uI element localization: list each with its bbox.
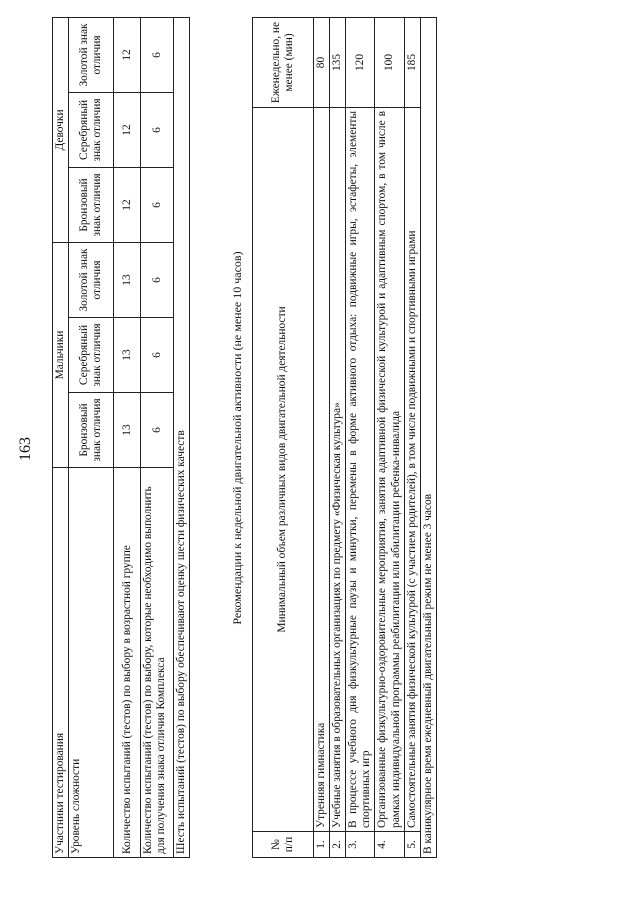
badge-bronze-girls: Бронзовый знак отличия <box>69 167 114 242</box>
row-number: 4. <box>375 832 404 858</box>
badge-bronze-boys: Бронзовый знак отличия <box>69 393 114 468</box>
girls-header: Девочки <box>53 17 69 242</box>
badge-silver-boys: Серебряный знак отличия <box>69 318 114 393</box>
table-row <box>253 18 314 858</box>
weekly-activity-table <box>252 17 437 858</box>
cell-value: 6 <box>141 393 174 468</box>
row-number: 3. <box>346 832 375 858</box>
recommendations-title: Рекомендации к недельной двигательной активности (не менее 10 часов) <box>230 251 244 625</box>
table-row <box>53 17 69 857</box>
cell-value: 6 <box>141 242 174 317</box>
column-header-number: № п/п <box>253 832 314 858</box>
boys-header: Мальчики <box>53 242 69 467</box>
cell-value: 12 <box>114 167 141 242</box>
row-number: 2. <box>330 832 346 858</box>
table-row <box>346 18 375 858</box>
minutes-value: 80 <box>314 18 330 108</box>
cell-value: 13 <box>114 318 141 393</box>
activity-text: Утренняя гимнастика <box>314 108 330 832</box>
cell-value: 6 <box>141 167 174 242</box>
cell-value: 6 <box>141 92 174 167</box>
participants-header: Участники тестирования <box>53 468 69 858</box>
table-row <box>69 17 114 857</box>
table-row <box>314 18 330 858</box>
table-row <box>330 18 346 858</box>
table-row <box>114 17 141 857</box>
minutes-value: 185 <box>404 18 420 108</box>
badge-gold-girls: Золотой знак отличия <box>69 17 114 92</box>
row-label: Количество испытаний (тестов) по выбору, которые необходимо выполнить для получения знака отличия Комплекса <box>141 468 174 858</box>
row-label: Количество испытаний (тестов) по выбору в возрастной группе <box>114 468 141 858</box>
minutes-value: 100 <box>375 18 404 108</box>
cell-value: 13 <box>114 242 141 317</box>
activity-text: Учебные занятия в образовательных организациях по предмету «Физическая культура» <box>330 108 346 832</box>
difficulty-header: Уровень сложности <box>69 468 114 858</box>
column-header-activity: Минимальный объем различных видов двигательной деятельности <box>253 108 314 832</box>
activity-text: Самостоятельные занятия физической культурой (с участием родителей), в том числе подвижными и спортивными играми <box>404 108 420 832</box>
row-number: 1. <box>314 832 330 858</box>
column-header-minutes: Еженедельно, не менее (мин) <box>253 18 314 108</box>
table-row <box>420 18 436 858</box>
table-row <box>174 17 190 857</box>
minutes-value: 135 <box>330 18 346 108</box>
badge-requirements-table <box>52 17 190 858</box>
minutes-value: 120 <box>346 18 375 108</box>
cell-value: 12 <box>114 17 141 92</box>
table-row <box>375 18 404 858</box>
cell-value: 13 <box>114 393 141 468</box>
cell-value: 6 <box>141 17 174 92</box>
page-number: 163 <box>17 437 34 461</box>
table-footer: В каникулярное время ежедневный двигательный режим не менее 3 часов <box>420 18 436 858</box>
table-row <box>141 17 174 857</box>
table-footer: Шесть испытаний (тестов) по выбору обеспечивают оценку шести физических качеств <box>174 17 190 857</box>
activity-text: В процессе учебного дня физкультурные паузы и минутки, перемены в форме активного отдыха: подвижные игры, эстафеты, элементы спортивных игр <box>346 108 375 832</box>
activity-text: Организованные физкультурно-оздоровительные мероприятия, занятия адаптивной физической культурой и адаптивным спортом, в том числе в рамках индивидуальной программы реабилитации или абилитации ребенка-инвалида <box>375 108 404 832</box>
cell-value: 12 <box>114 92 141 167</box>
badge-gold-boys: Золотой знак отличия <box>69 242 114 317</box>
table-row <box>404 18 420 858</box>
row-number: 5. <box>404 832 420 858</box>
cell-value: 6 <box>141 318 174 393</box>
badge-silver-girls: Серебряный знак отличия <box>69 92 114 167</box>
rotated-page-content <box>52 18 452 858</box>
